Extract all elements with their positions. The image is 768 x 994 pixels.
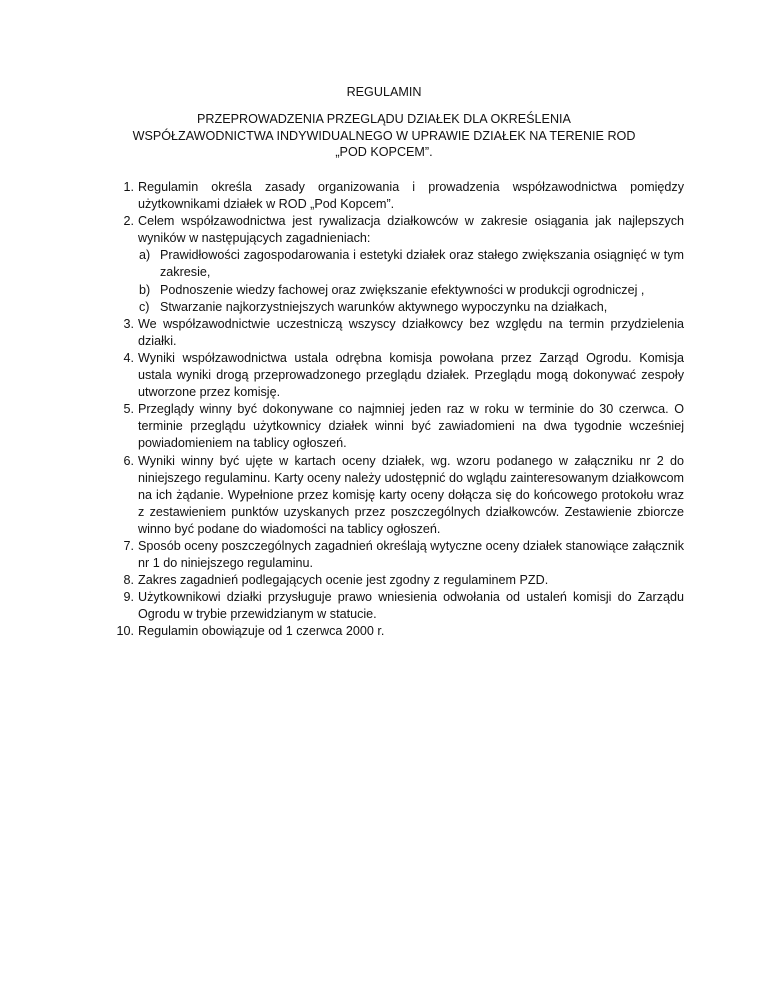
rule-number: 5. <box>123 402 134 417</box>
rule-item-6 <box>123 453 684 538</box>
rule-subitem-b <box>138 282 684 299</box>
rules-list <box>116 179 684 641</box>
subitem-letter: c) <box>139 299 150 314</box>
document-title: REGULAMIN <box>346 85 422 99</box>
rule-item-7 <box>123 538 684 572</box>
subitem-letter: b) <box>139 282 151 297</box>
rule-text: Wyniki współzawodnictwa ustala odrębna komisja powołana przez Zarząd Ogrodu. Komisja ustala wyniki drogą przeprowadzonego przeglądu działek. Przeglądu mogą dokonywać zespoły utworzone przez komisję. <box>138 350 684 400</box>
rule-item-4 <box>123 350 684 401</box>
rule-number: 7. <box>123 538 134 553</box>
subitem-letter: a) <box>139 248 151 263</box>
rule-item-1 <box>123 179 684 213</box>
rule-item-5 <box>123 401 684 452</box>
rule-subitem-c <box>138 299 684 316</box>
rule-text: Zakres zagadnień podlegających ocenie jest zgodny z regulaminem PZD. <box>138 573 549 588</box>
rule-text: Wyniki winny być ujęte w kartach oceny działek, wg. wzoru podanego w załączniku nr 2 do niniejszego regulaminu. Karty oceny należy udostępnić do wglądu zainteresowanym działkowcom na ich żądanie. Wypełnione przez komisję karty oceny dołącza się do końcowego protokołu wraz z zestawieniem punktów uzyskanych przez poszczególnych działkowców. Zestawienie zbiorcze winno być podane do wiadomości na tablicy ogłoszeń. <box>138 453 684 536</box>
rule-item-9 <box>123 589 684 623</box>
rule-number: 6. <box>123 453 134 468</box>
document-subtitle: PRZEPROWADZENIA PRZEGLĄDU DZIAŁEK DLA OKREŚLENIA WSPÓŁZAWODNICTWA INDYWIDUALNEGO W UPRAWIE DZIAŁEK NA TERENIE ROD „POD KOPCEM”. <box>132 112 636 159</box>
subitem-text: Prawidłowości zagospodarowania i estetyki działek oraz stałego zwiększania osiągnięć w tym zakresie, <box>160 248 684 280</box>
rule-subitems <box>138 247 684 315</box>
subitem-text: Podnoszenie wiedzy fachowej oraz zwiększanie efektywności w produkcji ogrodniczej , <box>160 282 645 297</box>
rule-number: 9. <box>123 590 134 605</box>
rule-text: Przeglądy winny być dokonywane co najmniej jeden raz w roku w terminie do 30 czerwca. O terminie przeglądu użytkownicy działek winni być zawiadomieni na dwa tygodnie wcześniej powiadomieniem na tablicy ogłoszeń. <box>138 402 684 451</box>
rule-text: Celem współzawodnictwa jest rywalizacja działkowców w zakresie osiągania jak najlepszych wyników w następujących zagadnieniach: <box>138 214 684 246</box>
rule-number: 4. <box>123 350 134 365</box>
rule-text: Regulamin określa zasady organizowania i prowadzenia współzawodnictwa pomiędzy użytkownikami działek w ROD „Pod Kopcem”. <box>138 180 684 212</box>
rule-number: 10. <box>116 624 134 639</box>
rule-text: Regulamin obowiązuje od 1 czerwca 2000 r. <box>138 624 385 639</box>
rule-item-3 <box>123 316 684 350</box>
subitem-text: Stwarzanie najkorzystniejszych warunków aktywnego wypoczynku na działkach, <box>160 299 608 314</box>
rule-number: 3. <box>123 316 134 331</box>
rule-text: We współzawodnictwie uczestniczą wszyscy działkowcy bez względu na termin przydzielenia działki. <box>138 316 684 348</box>
rule-subitem-a <box>138 247 684 281</box>
rule-number: 2. <box>123 214 134 229</box>
rule-text: Użytkownikowi działki przysługuje prawo wniesienia odwołania od ustaleń komisji do Zarządu Ogrodu w trybie przewidzianym w statucie. <box>138 590 684 622</box>
rule-item-2 <box>123 213 684 316</box>
rule-item-10 <box>116 623 684 640</box>
rule-item-8 <box>123 572 684 589</box>
rule-number: 8. <box>123 573 134 588</box>
rule-number: 1. <box>123 180 134 194</box>
rule-text: Sposób oceny poszczególnych zagadnień określają wytyczne oceny działek stanowiące załącznik nr 1 do niniejszego regulaminu. <box>138 538 684 571</box>
